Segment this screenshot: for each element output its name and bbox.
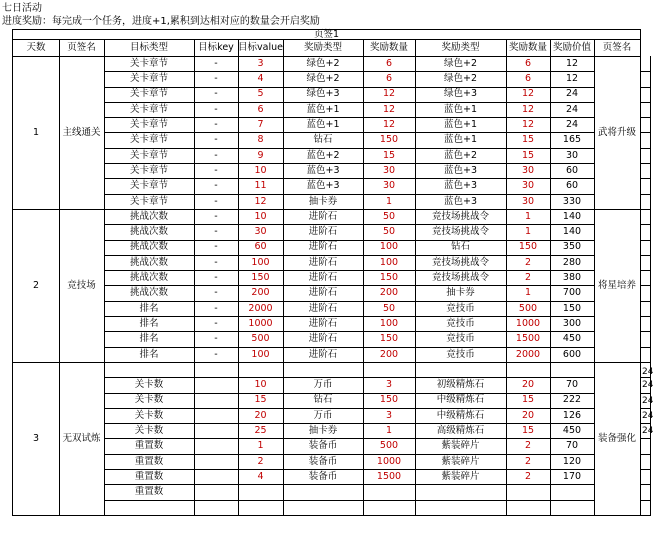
table-cell: 4	[238, 71, 284, 87]
table-cell: 蓝色+2	[283, 148, 364, 164]
table-cell: 500	[363, 439, 416, 455]
edge-value: 24	[642, 426, 653, 437]
right-tab-name-cell: 将星培养	[594, 209, 641, 363]
table-cell: 竞技币	[415, 347, 507, 363]
right-tab-name-cell: 武将升级	[594, 56, 641, 210]
tab-label: 页签1	[12, 29, 641, 40]
table-cell: 挑战次数	[104, 270, 195, 286]
table-cell: 绿色+3	[415, 87, 507, 103]
table-cell	[194, 500, 239, 516]
table-cell: 2	[506, 469, 551, 485]
table-cell: 222	[550, 393, 595, 409]
table-cell: 450	[550, 423, 595, 439]
table-cell: 蓝色+1	[415, 102, 507, 118]
table-cell: 重置数	[104, 454, 195, 470]
table-cell: 关卡章节	[104, 194, 195, 210]
table-cell: 关卡数	[104, 408, 195, 424]
table-cell: 关卡章节	[104, 148, 195, 164]
table-cell: 竞技场挑战令	[415, 209, 507, 225]
table-cell: 挑战次数	[104, 209, 195, 225]
edge-cell	[640, 178, 651, 194]
table-cell: 450	[550, 331, 595, 347]
table-cell: 竞技场挑战令	[415, 270, 507, 286]
table-cell: 挑战次数	[104, 286, 195, 302]
edge-cell	[640, 56, 651, 72]
edge-cell	[640, 117, 651, 133]
table-cell: 挑战次数	[104, 240, 195, 256]
table-cell: 蓝色+3	[415, 194, 507, 210]
table-cell: 2	[506, 270, 551, 286]
table-cell	[194, 454, 239, 470]
table-cell: 1000	[363, 454, 416, 470]
column-header: 目标key	[194, 39, 239, 57]
table-cell: 进阶石	[283, 255, 364, 271]
column-header: 目标类型	[104, 39, 195, 57]
column-header: 奖励数量	[363, 39, 416, 57]
edge-cell	[640, 71, 651, 87]
table-cell: 15	[363, 148, 416, 164]
table-cell	[550, 362, 595, 378]
table-cell: 2	[238, 454, 284, 470]
table-cell	[363, 500, 416, 516]
table-cell: 100	[363, 240, 416, 256]
day-cell: 2	[12, 209, 60, 363]
table-cell: 关卡数	[104, 423, 195, 439]
table-cell: 6	[506, 56, 551, 72]
table-cell: -	[194, 148, 239, 164]
table-cell: 蓝色+3	[415, 178, 507, 194]
table-cell: 中级精炼石	[415, 393, 507, 409]
table-cell: -	[194, 331, 239, 347]
table-cell: -	[194, 240, 239, 256]
table-cell: 140	[550, 209, 595, 225]
table-cell	[363, 484, 416, 500]
table-cell: 30	[550, 148, 595, 164]
edge-cell	[640, 194, 651, 210]
edge-cell	[640, 224, 651, 240]
table-cell: 60	[238, 240, 284, 256]
column-header: 奖励类型	[283, 39, 364, 57]
table-cell: 万币	[283, 408, 364, 424]
table-cell: 进阶石	[283, 224, 364, 240]
edge-cell	[640, 454, 651, 470]
edge-cell	[640, 240, 651, 256]
table-cell: 绿色+2	[283, 71, 364, 87]
table-cell: 300	[550, 316, 595, 332]
table-cell: 1	[506, 224, 551, 240]
table-cell: 100	[363, 316, 416, 332]
table-cell: 30	[506, 178, 551, 194]
table-cell: 关卡章节	[104, 87, 195, 103]
column-header: 页签名	[594, 39, 641, 57]
table-cell: 进阶石	[283, 316, 364, 332]
table-cell	[506, 500, 551, 516]
table-cell: 1	[506, 286, 551, 302]
table-cell	[104, 362, 195, 378]
table-cell: 600	[550, 347, 595, 363]
table-cell: 350	[550, 240, 595, 256]
table-cell: 蓝色+3	[283, 163, 364, 179]
table-cell	[506, 362, 551, 378]
table-cell: -	[194, 56, 239, 72]
table-cell: 绿色+2	[415, 56, 507, 72]
edge-cell	[640, 209, 651, 225]
table-cell	[363, 362, 416, 378]
table-cell: 进阶石	[283, 331, 364, 347]
edge-cell	[640, 87, 651, 103]
table-cell: 15	[506, 423, 551, 439]
table-cell: 紫装碎片	[415, 439, 507, 455]
table-cell: 紫装碎片	[415, 469, 507, 485]
table-cell: 5	[238, 87, 284, 103]
table-cell: 重置数	[104, 484, 195, 500]
table-cell: 2000	[238, 301, 284, 317]
table-cell: 关卡章节	[104, 71, 195, 87]
table-cell	[506, 484, 551, 500]
table-cell: 蓝色+3	[415, 163, 507, 179]
table-cell	[550, 484, 595, 500]
edge-value: 24	[642, 395, 653, 406]
table-cell: 20	[506, 377, 551, 393]
edge-cell	[640, 286, 651, 302]
table-cell: 10	[238, 209, 284, 225]
table-cell: 挑战次数	[104, 255, 195, 271]
tab-name-cell: 竞技场	[59, 209, 105, 363]
table-cell: 12	[550, 71, 595, 87]
table-cell	[194, 377, 239, 393]
right-tab-name-cell: 装备强化	[594, 362, 641, 516]
table-cell: 进阶石	[283, 240, 364, 256]
table-cell: 24	[550, 102, 595, 118]
sheet-title: 七日活动	[2, 3, 42, 14]
table-cell	[415, 362, 507, 378]
table-cell: 12	[550, 56, 595, 72]
edge-cell	[640, 301, 651, 317]
edge-cell	[640, 102, 651, 118]
table-cell: 12	[363, 87, 416, 103]
table-cell: 30	[363, 163, 416, 179]
table-cell: 9	[238, 148, 284, 164]
table-cell: 1	[363, 423, 416, 439]
table-cell: 蓝色+3	[283, 178, 364, 194]
table-cell	[283, 500, 364, 516]
table-cell: 装备币	[283, 454, 364, 470]
table-cell: 关卡章节	[104, 56, 195, 72]
table-cell: 500	[238, 331, 284, 347]
table-cell: 15	[506, 148, 551, 164]
edge-cell	[640, 148, 651, 164]
table-cell: 蓝色+2	[415, 148, 507, 164]
table-cell: 抽卡券	[283, 423, 364, 439]
table-cell: 20	[506, 408, 551, 424]
column-header: 奖励类型	[415, 39, 507, 57]
table-cell: -	[194, 102, 239, 118]
edge-cell	[640, 500, 651, 516]
table-cell: 200	[238, 286, 284, 302]
edge-cell	[640, 316, 651, 332]
table-cell: 500	[506, 301, 551, 317]
table-cell: 竞技币	[415, 316, 507, 332]
table-cell: 排名	[104, 301, 195, 317]
tab-name-cell: 主线通关	[59, 56, 105, 210]
edge-value: 24	[642, 380, 653, 391]
table-cell: 排名	[104, 347, 195, 363]
table-cell: 24	[550, 87, 595, 103]
table-cell: -	[194, 270, 239, 286]
table-cell: 150	[363, 133, 416, 149]
table-cell: -	[194, 133, 239, 149]
table-cell: 12	[506, 102, 551, 118]
table-cell: 380	[550, 270, 595, 286]
table-cell: 进阶石	[283, 270, 364, 286]
table-cell: 30	[506, 194, 551, 210]
edge-value: 24	[642, 410, 653, 421]
table-cell: 进阶石	[283, 347, 364, 363]
table-cell: 绿色+2	[415, 71, 507, 87]
edge-cell	[640, 255, 651, 271]
table-cell: 3	[238, 56, 284, 72]
table-cell: 重置数	[104, 439, 195, 455]
column-header: 奖励价值	[550, 39, 595, 57]
table-cell: 70	[550, 377, 595, 393]
table-cell	[194, 469, 239, 485]
table-cell: -	[194, 209, 239, 225]
table-cell: 挑战次数	[104, 224, 195, 240]
table-cell: 关卡数	[104, 377, 195, 393]
table-cell: 蓝色+1	[415, 117, 507, 133]
table-cell: 蓝色+1	[283, 117, 364, 133]
table-cell: 6	[363, 56, 416, 72]
table-cell: 20	[238, 408, 284, 424]
table-cell: 排名	[104, 316, 195, 332]
table-cell: 竞技场挑战令	[415, 255, 507, 271]
table-cell: 钻石	[283, 133, 364, 149]
table-cell: 1	[238, 439, 284, 455]
table-cell: 30	[238, 224, 284, 240]
table-cell: 126	[550, 408, 595, 424]
column-header: 天数	[12, 39, 60, 57]
table-cell: 25	[238, 423, 284, 439]
day-cell: 3	[12, 362, 60, 516]
table-cell: 初级精炼石	[415, 377, 507, 393]
table-cell: 钻石	[283, 393, 364, 409]
table-cell: 万币	[283, 377, 364, 393]
table-cell: 绿色+3	[283, 87, 364, 103]
edge-cell	[640, 133, 651, 149]
table-cell: 紫装碎片	[415, 454, 507, 470]
table-cell	[194, 362, 239, 378]
table-cell: 12	[506, 117, 551, 133]
table-cell	[238, 484, 284, 500]
table-cell: 165	[550, 133, 595, 149]
table-cell: 50	[363, 301, 416, 317]
table-cell: 蓝色+1	[415, 133, 507, 149]
table-cell: 2	[506, 255, 551, 271]
table-cell: 100	[238, 255, 284, 271]
edge-cell	[640, 484, 651, 500]
table-cell: 150	[363, 393, 416, 409]
table-cell: 竞技币	[415, 301, 507, 317]
table-cell: 中级精炼石	[415, 408, 507, 424]
table-cell: 12	[506, 87, 551, 103]
table-cell: 60	[550, 178, 595, 194]
table-cell: 钻石	[415, 240, 507, 256]
table-cell: 12	[363, 117, 416, 133]
table-cell	[238, 362, 284, 378]
table-cell: 关卡章节	[104, 163, 195, 179]
table-cell: 150	[238, 270, 284, 286]
table-cell: 1000	[506, 316, 551, 332]
table-cell	[194, 393, 239, 409]
table-cell: 重置数	[104, 469, 195, 485]
table-cell: 关卡数	[104, 393, 195, 409]
table-cell	[194, 484, 239, 500]
table-cell: 170	[550, 469, 595, 485]
table-cell: 150	[550, 301, 595, 317]
table-cell: 关卡章节	[104, 178, 195, 194]
table-cell	[194, 439, 239, 455]
column-header: 目标value	[238, 39, 284, 57]
edge-cell	[640, 331, 651, 347]
table-cell: -	[194, 117, 239, 133]
table-cell: -	[194, 301, 239, 317]
table-cell	[415, 500, 507, 516]
table-cell: 100	[363, 255, 416, 271]
table-cell: 关卡章节	[104, 102, 195, 118]
table-cell: 1	[363, 194, 416, 210]
tab-name-cell: 无双试炼	[59, 362, 105, 516]
table-cell: 6	[506, 71, 551, 87]
edge-cell	[640, 439, 651, 455]
table-cell: 2000	[506, 347, 551, 363]
table-cell: 120	[550, 454, 595, 470]
table-cell: 12	[238, 194, 284, 210]
table-cell: 150	[506, 240, 551, 256]
table-cell: 抽卡券	[283, 194, 364, 210]
table-cell: 进阶石	[283, 209, 364, 225]
column-header: 页签名	[59, 39, 105, 57]
table-cell	[104, 500, 195, 516]
table-cell: -	[194, 316, 239, 332]
table-cell: 24	[550, 117, 595, 133]
table-cell: -	[194, 347, 239, 363]
table-cell: 进阶石	[283, 286, 364, 302]
table-cell: -	[194, 71, 239, 87]
table-cell: 200	[363, 286, 416, 302]
table-cell: 关卡章节	[104, 117, 195, 133]
table-cell: 绿色+2	[283, 56, 364, 72]
table-cell: 60	[550, 163, 595, 179]
table-cell: 150	[363, 331, 416, 347]
table-cell: 蓝色+1	[283, 102, 364, 118]
table-cell: 11	[238, 178, 284, 194]
table-cell: 15	[238, 393, 284, 409]
table-cell	[283, 362, 364, 378]
table-cell: 1000	[238, 316, 284, 332]
table-cell: 进阶石	[283, 301, 364, 317]
table-cell: 3	[363, 377, 416, 393]
table-cell: -	[194, 87, 239, 103]
table-cell: 排名	[104, 331, 195, 347]
table-cell: 70	[550, 439, 595, 455]
table-cell: -	[194, 224, 239, 240]
table-cell: -	[194, 178, 239, 194]
table-cell: 30	[363, 178, 416, 194]
column-header: 奖励数量	[506, 39, 551, 57]
table-cell: 15	[506, 393, 551, 409]
table-cell: 140	[550, 224, 595, 240]
table-cell: 关卡章节	[104, 133, 195, 149]
table-cell: 10	[238, 377, 284, 393]
table-cell: 12	[363, 102, 416, 118]
table-cell: 8	[238, 133, 284, 149]
table-cell: 4	[238, 469, 284, 485]
table-cell: 50	[363, 224, 416, 240]
table-cell: 280	[550, 255, 595, 271]
edge-value: 24	[642, 367, 653, 377]
table-cell: 6	[363, 71, 416, 87]
table-cell: 10	[238, 163, 284, 179]
table-cell: -	[194, 163, 239, 179]
table-cell: 6	[238, 102, 284, 118]
table-cell: 700	[550, 286, 595, 302]
table-cell: -	[194, 194, 239, 210]
table-cell: 100	[238, 347, 284, 363]
table-cell: 200	[363, 347, 416, 363]
table-cell: 竞技场挑战令	[415, 224, 507, 240]
table-cell: 2	[506, 454, 551, 470]
table-cell: 抽卡券	[415, 286, 507, 302]
table-cell: 1500	[363, 469, 416, 485]
table-cell: 330	[550, 194, 595, 210]
table-cell: 1	[506, 209, 551, 225]
edge-cell	[640, 469, 651, 485]
table-cell: 高级精炼石	[415, 423, 507, 439]
edge-cell	[640, 270, 651, 286]
table-cell: 竞技币	[415, 331, 507, 347]
table-cell: -	[194, 255, 239, 271]
table-cell: 3	[363, 408, 416, 424]
edge-cell	[640, 347, 651, 363]
table-cell	[283, 484, 364, 500]
table-cell	[415, 484, 507, 500]
table-cell	[194, 423, 239, 439]
table-cell: 1500	[506, 331, 551, 347]
edge-cell	[640, 163, 651, 179]
table-cell: 装备币	[283, 469, 364, 485]
table-cell: 50	[363, 209, 416, 225]
table-cell: 15	[506, 133, 551, 149]
table-cell: 2	[506, 439, 551, 455]
progress-note: 进度奖励：每完成一个任务，进度+1,累积到达相对应的数量会开启奖励	[2, 16, 320, 27]
table-cell	[550, 500, 595, 516]
day-cell: 1	[12, 56, 60, 210]
table-cell: 7	[238, 117, 284, 133]
table-cell	[238, 500, 284, 516]
table-cell: 150	[363, 270, 416, 286]
table-cell: -	[194, 286, 239, 302]
table-cell: 30	[506, 163, 551, 179]
table-cell: 装备币	[283, 439, 364, 455]
table-cell	[194, 408, 239, 424]
